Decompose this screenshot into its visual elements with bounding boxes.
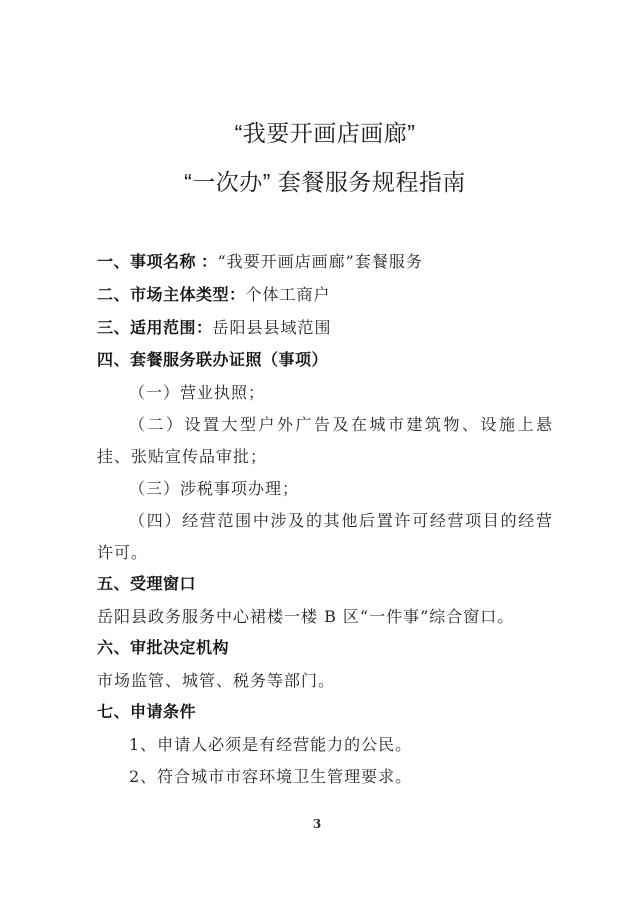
section-5-body: 岳阳县政务服务中心裙楼一楼 B 区“一件事”综合窗口。 (97, 607, 515, 626)
item-label: 一、事项名称 ： (97, 254, 218, 271)
sub-item-2: （二）设置大型户外广告及在城市建筑物、设施上悬挂、张贴宣传品审批； (97, 415, 553, 466)
item-line-1 (97, 246, 553, 279)
sub-item-4: （四）经营范围中涉及的其他后置许可经营项目的经营许可。 (97, 511, 553, 562)
item-label: 三、适用范围： (97, 320, 213, 337)
item-value: 个体工商户 (245, 285, 331, 304)
condition-item-2: 2、符合城市市容环境卫生管理要求。 (129, 767, 413, 786)
doc-title-line2: “一次办” 套餐服务规程指南 (184, 169, 466, 195)
section-heading-5: 五、受理窗口 (97, 576, 197, 593)
page-number: 3 (312, 817, 322, 831)
section-6-body: 市场监管、城管、税务等部门。 (97, 671, 336, 690)
document-body (97, 246, 553, 793)
sub-item-3: （三）涉税事项办理； (129, 479, 300, 498)
item-line-3 (97, 312, 553, 345)
section-heading-6: 六、审批决定机构 (97, 640, 230, 657)
section-heading-4: 四、套餐服务联办证照（事项） (97, 352, 329, 369)
sub-item-1: （一）营业执照； (129, 383, 266, 402)
item-value: 岳阳县县域范围 (212, 318, 332, 337)
condition-item-1: 1、申请人必须是有经营能力的公民。 (129, 735, 413, 754)
document-content (97, 0, 553, 793)
item-value: “我要开画店画廊”套餐服务 (217, 252, 423, 271)
doc-title-line1: “我要开画店画廊” (234, 120, 416, 146)
item-line-2 (97, 279, 553, 312)
section-heading-7: 七、申请条件 (97, 704, 197, 721)
item-label: 二、市场主体类型： (97, 287, 246, 304)
